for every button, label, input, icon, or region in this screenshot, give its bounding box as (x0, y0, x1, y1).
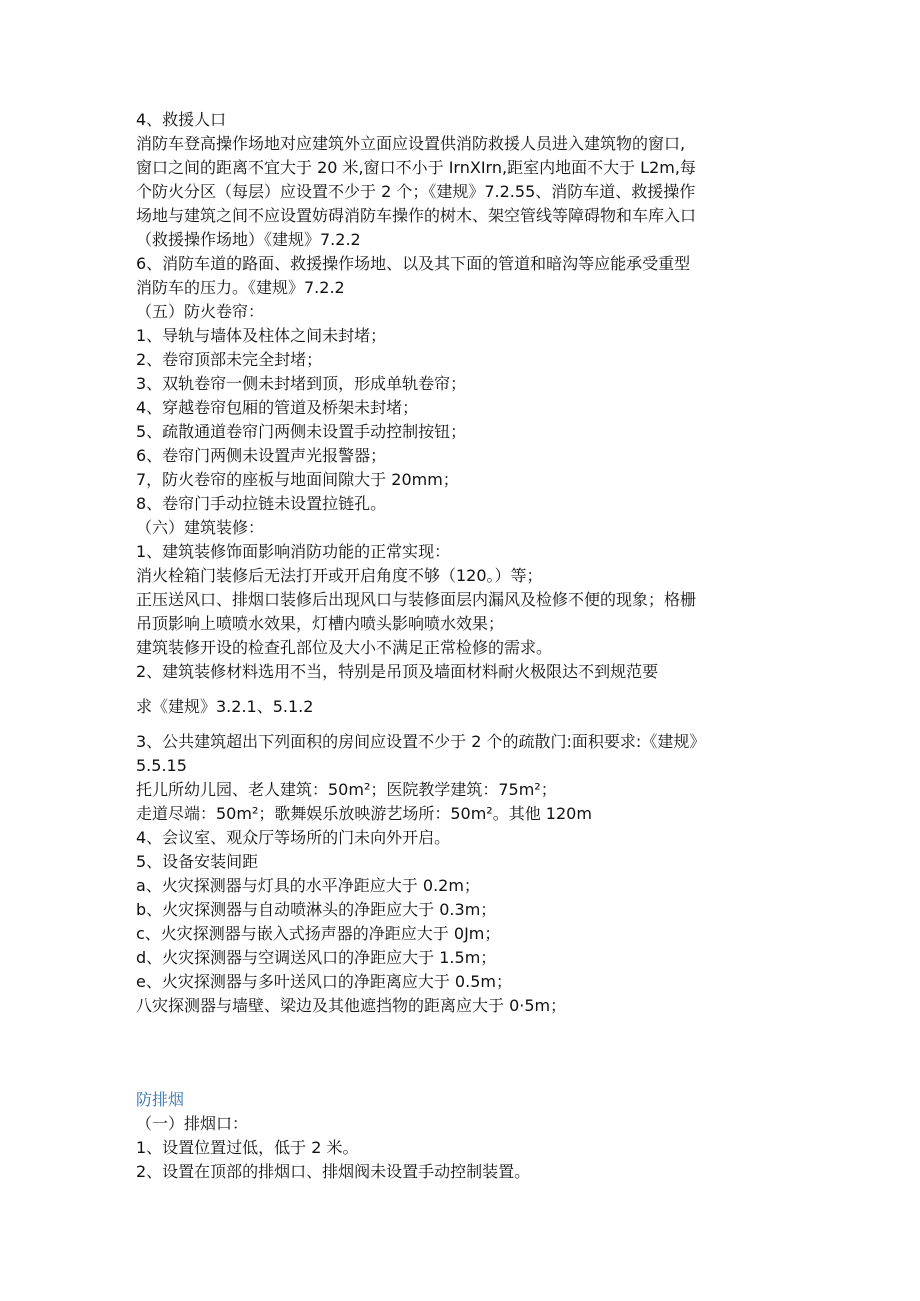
text-line: 走道尽端：50m²；歌舞娱乐放映游艺场所：50m²。其他 120m (136, 804, 592, 823)
text-line: 建筑装修开设的检查孔部位及大小不满足正常检修的需求。 (136, 638, 553, 657)
text-line: 7，防火卷帘的座板与地面间隙大于 20mm； (136, 470, 459, 489)
text-line: 4、穿越卷帘包厢的管道及桥架未封堵； (136, 398, 419, 417)
section-smoke-exhaust (136, 1088, 796, 1184)
document-page (136, 108, 796, 1184)
text-line: d、火灾探测器与空调送风口的净距应大于 1.5m； (136, 948, 497, 967)
text-line: 1、导轨与墙体及柱体之间未封堵； (136, 326, 387, 345)
text-line: e、火灾探测器与多叶送风口的净距离应大于 0.5m； (136, 972, 512, 991)
text-line: 八灾探测器与墙壁、梁边及其他遮挡物的距离应大于 0·5m； (136, 996, 567, 1015)
text-line: 求《建规》3.2.1、5.1.2 (136, 697, 314, 716)
section-evacuation-and-spacing (136, 730, 796, 1018)
section-title: 防排烟 (136, 1090, 185, 1109)
text-line: 2、卷帘顶部未完全封堵； (136, 350, 323, 369)
text-line: 3、公共建筑超出下列面积的房间应设置不少于 2 个的疏散门:面积要求:《建规》 (136, 732, 706, 751)
text-line: 消防车的压力。《建规》7.2.2 (136, 278, 345, 297)
text-line: 1、建筑装修饰面影响消防功能的正常实现： (136, 542, 451, 561)
text-line: 消防车登高操作场地对应建筑外立面应设置供消防救援人员进入建筑物的窗口, (136, 134, 686, 153)
text-line: （救援操作场地）《建规》7.2.2 (136, 230, 361, 249)
text-line: 吊顶影响上喷喷水效果，灯槽内喷头影响喷水效果； (136, 614, 505, 633)
text-line: 场地与建筑之间不应设置妨碍消防车操作的树木、架空管线等障碍物和车库入口 (136, 206, 697, 225)
text-line: 消火栓箱门装修后无法打开或开启角度不够（120。）等； (136, 566, 543, 585)
text-line: 5、设备安装间距 (136, 852, 259, 871)
text-line: 1、设置位置过低，低于 2 米。 (136, 1138, 359, 1157)
text-line: c、火灾探测器与嵌入式扬声器的净距应大于 0Jm； (136, 924, 501, 943)
text-line: 托儿所幼儿园、老人建筑：50m²；医院教学建筑：75m²； (136, 780, 557, 799)
text-line: 5.5.15 (136, 756, 187, 775)
text-line: 6、卷帘门两侧未设置声光报警器； (136, 446, 387, 465)
text-line: b、火灾探测器与自动喷淋头的净距应大于 0.3m； (136, 900, 497, 919)
subsection-heading-fire-shutter: （五）防火卷帘： (136, 302, 265, 321)
text-line: 正压送风口、排烟口装修后出现风口与装修面层内漏风及检修不便的现象；格栅 (136, 590, 697, 609)
text-line: 8、卷帘门手动拉链未设置拉链孔。 (136, 494, 387, 513)
text-line: 4、会议室、观众厅等场所的门未向外开启。 (136, 828, 451, 847)
text-line: 窗口之间的距离不宜大于 20 米,窗口不小于 IrnXIrn,距室内地面不大于 L2m,每 (136, 158, 696, 177)
text-line: 2、建筑装修材料选用不当，特别是吊顶及墙面材料耐火极限达不到规范要 (136, 662, 659, 681)
section-gap (136, 1018, 796, 1088)
text-line: 5、疏散通道卷帘门两侧未设置手动控制按钮； (136, 422, 467, 441)
section-rescue-and-shutters (136, 108, 796, 684)
paragraph-gap (136, 719, 796, 730)
section-code-reference (136, 695, 796, 719)
paragraph-gap (136, 684, 796, 695)
text-line: a、火灾探测器与灯具的水平净距应大于 0.2m； (136, 876, 480, 895)
text-line: 4、救援人口 (136, 110, 227, 129)
subsection-heading-smoke-outlet: （一）排烟口： (136, 1114, 249, 1133)
text-line: 2、设置在顶部的排烟口、排烟阀未设置手动控制装置。 (136, 1162, 531, 1181)
text-line: 6、消防车道的路面、救援操作场地、以及其下面的管道和暗沟等应能承受重型 (136, 254, 691, 273)
subsection-heading-decoration: （六）建筑装修： (136, 518, 265, 537)
text-line: 3、双轨卷帘一侧未封堵到顶，形成单轨卷帘； (136, 374, 467, 393)
text-line: 个防火分区（每层）应设置不少于 2 个；《建规》7.2.55、消防车道、救援操作 (136, 182, 696, 201)
